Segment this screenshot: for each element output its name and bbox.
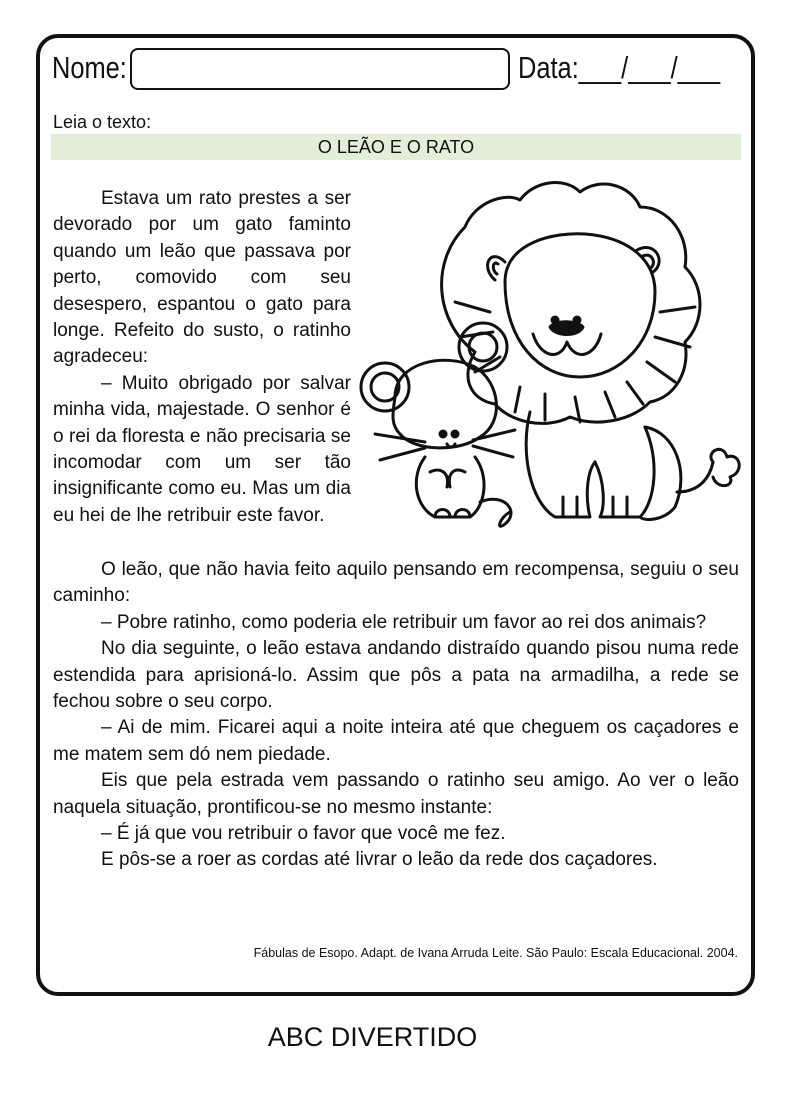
name-field[interactable]: [130, 48, 510, 90]
footer-brand: ABC DIVERTIDO: [267, 1022, 478, 1052]
lion-and-mouse-icon: [355, 172, 750, 532]
paragraph: No dia seguinte, o leão estava andando distraído quando pisou numa rede estendida para aprisioná-lo. Assim que pôs a pata na armadilha, a rede se fechou sobre o seu corpo.: [53, 638, 739, 713]
date-label: Data:___/___/___: [518, 50, 721, 85]
paragraph: Eis que pela estrada vem passando o ratinho seu amigo. Ao ver o leão naquela situação, prontificou-se no mesmo instante:: [53, 770, 739, 818]
paragraph: – Ai de mim. Ficarei aqui a noite inteira até que cheguem os caçadores e me matem sem dó nem piedade.: [53, 717, 739, 765]
paragraph: Estava um rato prestes a ser devorado por um gato faminto quando um leão que passava por perto, comovido com seu desespero, espantou o gato para longe. Refeito do susto, o ratinho agradeceu:: [53, 188, 351, 368]
story-title: O LEÃO E O RATO: [51, 134, 741, 160]
paragraph: – Muito obrigado por salvar minha vida, majestade. O senhor é o rei da floresta e não precisaria se incomodar com um ser tão insignificante como eu. Mas um dia eu hei de lhe retribuir este favor.: [53, 372, 351, 526]
instruction-text: Leia o texto:: [53, 112, 152, 132]
story-text-left: [53, 186, 351, 529]
name-label: Nome:: [52, 50, 127, 85]
paragraph: O leão, que não havia feito aquilo pensando em recompensa, seguiu o seu caminho:: [53, 559, 739, 607]
header: [52, 46, 742, 92]
story-text-full: [53, 557, 739, 874]
paragraph: – É já que vou retribuir o favor que você me fez.: [101, 823, 506, 845]
paragraph: E pôs-se a roer as cordas até livrar o leão da rede dos caçadores.: [101, 849, 658, 871]
source-citation: Fábulas de Esopo. Adapt. de Ivana Arruda Leite. São Paulo: Escala Educacional. 2004.: [253, 946, 738, 960]
paragraph: – Pobre ratinho, como poderia ele retribuir um favor ao rei dos animais?: [101, 611, 707, 633]
